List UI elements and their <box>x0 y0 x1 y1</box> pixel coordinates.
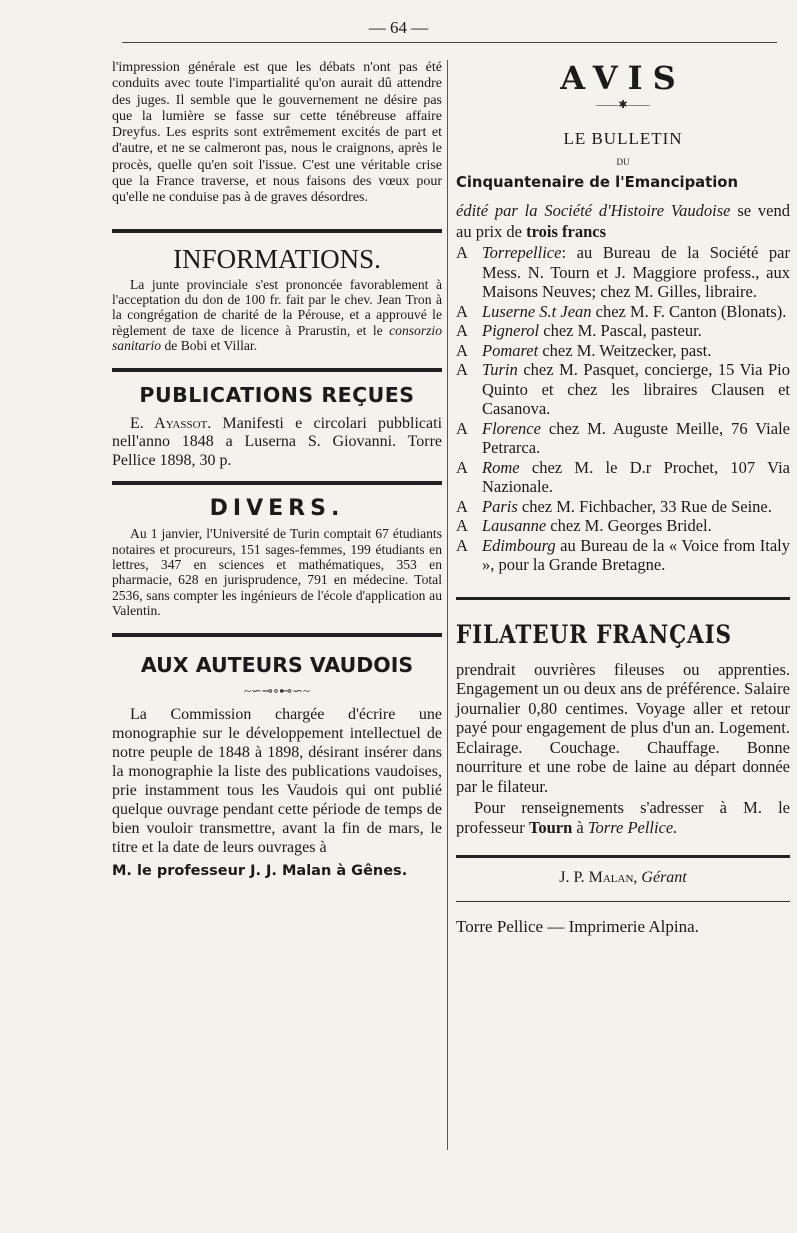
cinquantenaire-title: Cinquantenaire de l'Emancipation <box>456 174 738 191</box>
avis-entry-place: Paris <box>482 496 518 516</box>
avis-entry <box>456 321 790 341</box>
auteurs-title: AUX AUTEURS VAUDOIS <box>140 652 414 677</box>
auteurs-text: La Commission chargée d'écrire une monographie sur le développement intellectuel de notre peuple de 1848 à 1898, désirant insérer dans la monographie la liste des publications vaudoises, prie instamment tous les Vaudois qui ont publié quelque ouvrage pendant cette période de temps de bien vouloir transmettre, avant la fin de mars, le titre et la date de leurs ouvrages à <box>112 705 442 857</box>
informations-text-b: de Bobi et Villar. <box>161 338 258 354</box>
avis-entry-prefix: A <box>456 321 468 340</box>
contact-name: Tourn <box>528 817 573 837</box>
avis-entry-detail: chez M. le D.r Prochet, 107 Via Nazionale. <box>482 457 790 496</box>
section-rule <box>456 901 790 902</box>
avis-entry-place: Florence <box>482 418 541 438</box>
avis-entry-text <box>482 497 790 517</box>
du-label: DU <box>616 157 630 167</box>
left-column <box>112 60 442 881</box>
avis-entry <box>456 419 790 458</box>
section-rule <box>112 481 442 485</box>
imprimerie-line: Torre Pellice — Imprimerie Alpina. <box>456 917 699 936</box>
avis-entry <box>456 497 790 517</box>
filateur-contact <box>456 798 790 837</box>
avis-entry-prefix: A <box>456 516 468 535</box>
publications-author: E. Ayassot. <box>130 414 212 432</box>
avis-entry-place: Lausanne <box>482 516 547 535</box>
avis-star: ——✱—— <box>596 99 650 111</box>
avis-entry-prefix: A <box>456 457 468 477</box>
gerant-name: J. P. Malan, <box>559 869 638 886</box>
avis-entry-prefix: A <box>456 535 468 555</box>
avis-entry-place: Luserne S.t Jean <box>482 301 592 321</box>
avis-entries <box>456 243 790 575</box>
avis-entry-detail: chez M. Weitzecker, past. <box>538 340 712 360</box>
auteurs-signature: M. le professeur J. J. Malan à Gênes. <box>112 863 408 880</box>
avis-entry-prefix: A <box>456 301 468 321</box>
price-value: trois francs <box>526 222 606 241</box>
avis-entry-place: Torrepellice <box>482 243 562 262</box>
avis-entry-detail: chez M. Georges Bridel. <box>546 516 712 535</box>
avis-entry-detail: chez M. Pascal, pasteur. <box>539 321 702 340</box>
avis-entry-place: Edimbourg <box>482 535 556 555</box>
contact-b: à <box>572 817 588 837</box>
avis-entry-prefix: A <box>456 418 468 438</box>
avis-entry <box>456 302 790 322</box>
avis-entry-text <box>482 302 790 322</box>
avis-entry-text <box>482 341 790 361</box>
avis-entry-detail: au Bureau de la « Voice from Italy », pour la Grande Bretagne. <box>482 535 790 574</box>
section-rule <box>112 368 442 372</box>
section-rule <box>456 855 790 858</box>
informations-text <box>112 277 442 354</box>
publications-body: Manifesti e circolari pubblicati nell'anno 1848 a Luserna S. Giovanni. Torre Pellice 1898, 30 p. <box>112 414 443 469</box>
divers-title: DIVERS. <box>209 496 345 522</box>
avis-entry-text <box>482 243 790 302</box>
filateur-title: FILATEUR FRANÇAIS <box>456 619 732 649</box>
avis-entry-place: Rome <box>482 457 520 477</box>
section-rule <box>456 597 790 600</box>
avis-entry-text <box>482 419 790 458</box>
avis-entry-text <box>482 321 790 341</box>
avis-entry-text <box>482 536 790 575</box>
filateur-text: prendrait ouvrières fileuses ou apprenties. Engagement un ou deux ans de préférence. Salaire journalier 0,80 centimes. Voyage aller et retour payé pour engagement de plus d'un an. Logement. Eclairage. Couchage. Chauffage. Bonne nourriture et une robe de laine au départ donnée par le filateur. <box>456 659 790 796</box>
avis-entry-place: Pignerol <box>482 321 540 340</box>
avis-entry-place: Pomaret <box>482 340 539 360</box>
avis-entry-prefix: A <box>456 340 468 360</box>
divers-text: Au 1 janvier, l'Université de Turin comptait 67 étudiants notaires et procureurs, 151 sages-femmes, 199 étudiants en lettres, 347 en sciences et mathématiques, 353 en pharmacie, 628 en jurisprudence, 791 en médecine. Total 2536, sans compter les ingénieurs de l'école d'application au Valentin. <box>112 526 442 619</box>
avis-title: AVIS <box>560 59 686 97</box>
avis-entry-detail: chez M. Pasquet, concierge, 15 Via Pio Quinto et chez les libraires Clausen et Casanova. <box>482 360 790 418</box>
avis-entry-detail: chez M. Fichbacher, 33 Rue de Seine. <box>517 496 772 516</box>
gerant-line <box>456 867 790 889</box>
avis-entry <box>456 458 790 497</box>
avis-entry-detail: : au Bureau de la Société par Mess. N. Tourn et J. Maggiore profess., aux Maisons Neuves; chez M. Gilles, libraire. <box>482 243 790 301</box>
flourish-ornament: ~∽⊸∘⊷∽~ <box>243 682 311 698</box>
contact-a: Pour renseignements s'adresser à M. le professeur <box>456 798 790 837</box>
contact-place: Torre Pellice. <box>587 817 678 837</box>
informations-text-italic: consorzio sanitario <box>112 322 442 354</box>
avis-entry <box>456 536 790 575</box>
edite-rest: se vend au prix de <box>456 201 790 241</box>
section-rule <box>112 229 442 233</box>
page-number: — 64 — <box>368 18 429 37</box>
informations-title: INFORMATIONS. <box>173 243 381 274</box>
avis-entry-text <box>482 458 790 497</box>
avis-entry <box>456 341 790 361</box>
avis-entry-text <box>482 516 790 536</box>
avis-entry <box>456 516 790 536</box>
informations-text-a: La junte provinciale s'est prononcée favorablement à l'acceptation du don de 100 fr. fait par le chev. Jean Tron à la congrégation de charité de la Pérouse, et a approuvé le règlement de taxe de licence à Prarustin, et le <box>112 276 442 338</box>
gerant-role: Gérant <box>641 869 687 886</box>
publications-text <box>112 415 442 471</box>
intro-paragraph: l'impression générale est que les débats n'ont pas été conduits avec toute l'impartialité qu'on aurait dû attendre des juges. Il semble que le gouvernement ne désire pas que la lumière se fasse sur cette ténébreuse affaire Dreyfus. Les esprits sont extrêmement excités de part et d'autre, et ne se calmeront pas, nous le craignons, après le procès, quelle qu'en soit l'issue. C'est une véritable crise que la France traverse, et nous faisons des vœux pour qu'elle ne conduise pas à de graves désordres. <box>112 60 442 206</box>
avis-entry-prefix: A <box>456 360 468 379</box>
avis-entry-prefix: A <box>456 496 468 516</box>
avis-entry <box>456 243 790 302</box>
avis-entry-detail: chez M. Auguste Meille, 76 Viale Petrarca. <box>482 418 790 457</box>
le-bulletin: LE BULLETIN <box>563 129 683 148</box>
publications-title: PUBLICATIONS REÇUES <box>139 382 415 407</box>
edite-italic: édité par la Société d'Histoire Vaudoise <box>456 201 731 220</box>
avis-entry-prefix: A <box>456 243 468 262</box>
avis-price-line <box>456 200 790 242</box>
right-column <box>456 60 790 938</box>
column-divider <box>447 60 448 1150</box>
avis-entry-detail: chez M. F. Canton (Blonats). <box>591 301 787 321</box>
avis-entry <box>456 360 790 419</box>
top-rule <box>122 42 777 43</box>
avis-entry-text <box>482 360 790 419</box>
avis-entry-place: Turin <box>482 360 518 379</box>
section-rule <box>112 633 442 637</box>
